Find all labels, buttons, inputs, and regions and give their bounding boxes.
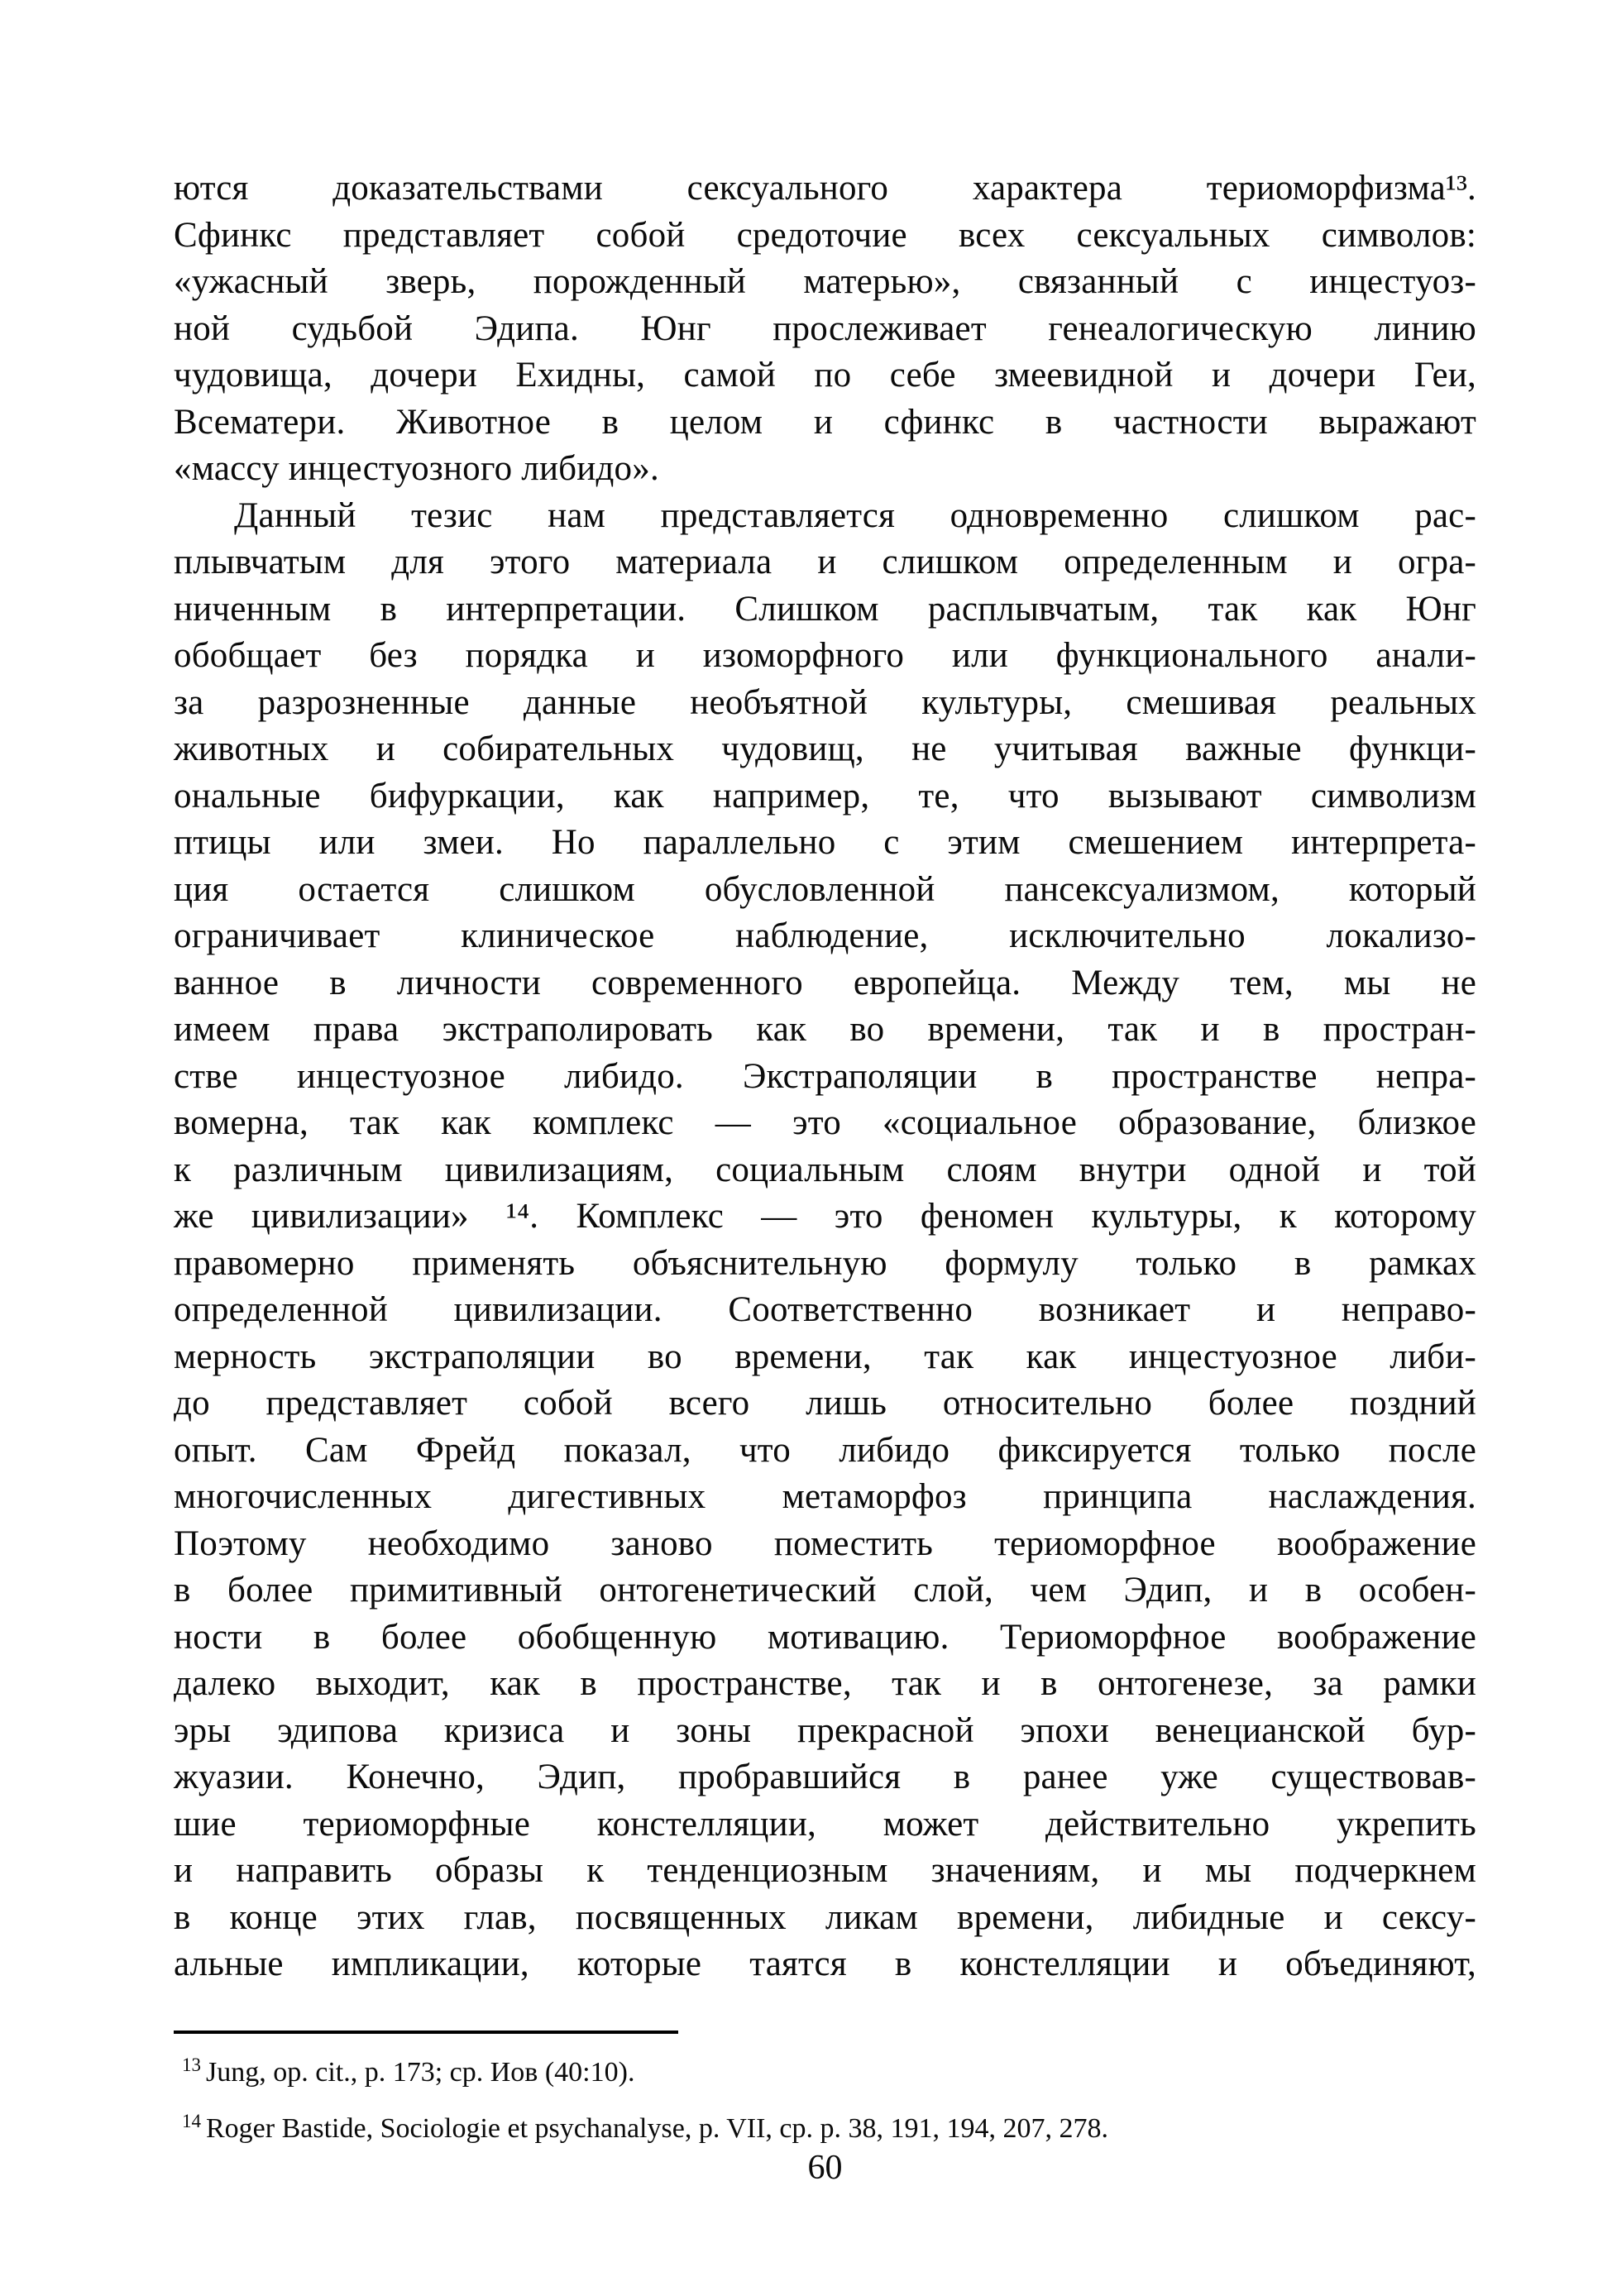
text-line: «массу инцестуозного либидо». xyxy=(174,449,659,488)
text-line: к различным цивилизациям, социальным слоям внутри одной и той xyxy=(174,1150,1476,1189)
text-line: определенной цивилизации. Соответственно возникает и неправо- xyxy=(174,1290,1476,1329)
text-line: стве инцестуозное либидо. Экстраполяции в пространстве непра- xyxy=(174,1056,1476,1096)
text-line: альные импликации, которые таятся в констелляции и объединяют, xyxy=(174,1944,1476,1983)
text-line: далеко выходит, как в пространстве, так и в онтогенезе, за рамки xyxy=(174,1664,1476,1703)
text-line: «ужасный зверь, порожденный матерью», связанный с инцестуоз- xyxy=(174,262,1476,301)
text-line: опыт. Сам Фрейд показал, что либидо фиксируется только после xyxy=(174,1430,1476,1470)
text-line: же цивилизации» ¹⁴. Комплекс — это феномен культуры, к которому xyxy=(174,1197,1476,1236)
footnotes-section xyxy=(174,2031,1476,2146)
footnote-separator-rule xyxy=(174,2031,678,2034)
text-line: обобщает без порядка и изоморфного или функционального анали- xyxy=(174,636,1476,675)
text-line: ются доказательствами сексуального характера териоморфизма¹³. xyxy=(174,169,1476,208)
page-number: 60 xyxy=(807,2149,843,2187)
text-line: шие териоморфные констелляции, может действительно укрепить xyxy=(174,1804,1476,1844)
footnote xyxy=(174,2112,1476,2146)
text-line: ниченным в интерпретации. Слишком расплывчатым, так как Юнг xyxy=(174,589,1476,629)
text-line: и направить образы к тенденциозным значениям, и мы подчеркнем xyxy=(174,1851,1476,1890)
body-text xyxy=(174,165,1476,1988)
footnote-marker: 14 xyxy=(182,2110,201,2131)
text-line: птицы или змеи. Но параллельно с этим смешением интерпрета- xyxy=(174,823,1476,862)
text-line: ной судьбой Эдипа. Юнг прослеживает генеалогическую линию xyxy=(174,309,1476,348)
text-line: чудовища, дочери Ехидны, самой по себе змеевидной и дочери Геи, xyxy=(174,356,1476,395)
text-line: Сфинкс представляет собой средоточие всех сексуальных символов: xyxy=(174,215,1476,255)
footnote xyxy=(174,2055,1476,2090)
text-line: животных и собирательных чудовищ, не учитывая важные функци- xyxy=(174,729,1476,768)
text-line: ональные бифуркации, как например, те, что вызывают символизм xyxy=(174,776,1476,816)
text-line: Поэтому необходимо заново поместить териоморфное воображение xyxy=(174,1523,1476,1563)
footnote-marker: 13 xyxy=(182,2054,201,2075)
text-line: в более примитивный онтогенетический слой, чем Эдип, и в особен- xyxy=(174,1571,1476,1610)
text-line: ограничивает клиническое наблюдение, исключительно локализо- xyxy=(174,916,1476,955)
text-line: Данный тезис нам представляется одновременно слишком рас- xyxy=(234,495,1476,535)
text-line: Всематери. Животное в целом и сфинкс в частности выражают xyxy=(174,402,1476,442)
text-line: многочисленных дигестивных метаморфоз принципа наслаждения. xyxy=(174,1477,1476,1516)
footnote-text: Jung, op. cit., p. 173; ср. Иов (40:10). xyxy=(206,2057,635,2088)
text-line: в конце этих глав, посвященных ликам времени, либидные и сексу- xyxy=(174,1897,1476,1937)
footnote-text: Roger Bastide, Sociologie et psychanalyse, p. VII, ср. p. 38, 191, 194, 207, 278. xyxy=(206,2113,1108,2144)
text-line: ности в более обобщенную мотивацию. Териоморфное воображение xyxy=(174,1617,1476,1657)
text-line: имеем права экстраполировать как во времени, так и в простран- xyxy=(174,1010,1476,1049)
text-line: ванное в личности современного европейца. Между тем, мы не xyxy=(174,963,1476,1002)
text-line: вомерна, так как комплекс — это «социальное образование, близкое xyxy=(174,1103,1476,1142)
text-line: правомерно применять объяснительную формулу только в рамках xyxy=(174,1243,1476,1283)
text-line: плывчатым для этого материала и слишком определенным и огра- xyxy=(174,543,1476,581)
text-line: до представляет собой всего лишь относительно более поздний xyxy=(174,1384,1476,1423)
text-line: жуазии. Конечно, Эдип, пробравшийся в ранее уже существовав- xyxy=(174,1758,1476,1796)
text-line: мерность экстраполяции во времени, так как инцестуозное либи- xyxy=(174,1337,1476,1376)
text-line: за разрозненные данные необъятной культуры, смешивая реальных xyxy=(174,682,1476,722)
text-line: ция остается слишком обусловленной пансексуализмом, который xyxy=(174,869,1476,909)
text-line: эры эдипова кризиса и зоны прекрасной эпохи венецианской бур- xyxy=(174,1710,1476,1750)
